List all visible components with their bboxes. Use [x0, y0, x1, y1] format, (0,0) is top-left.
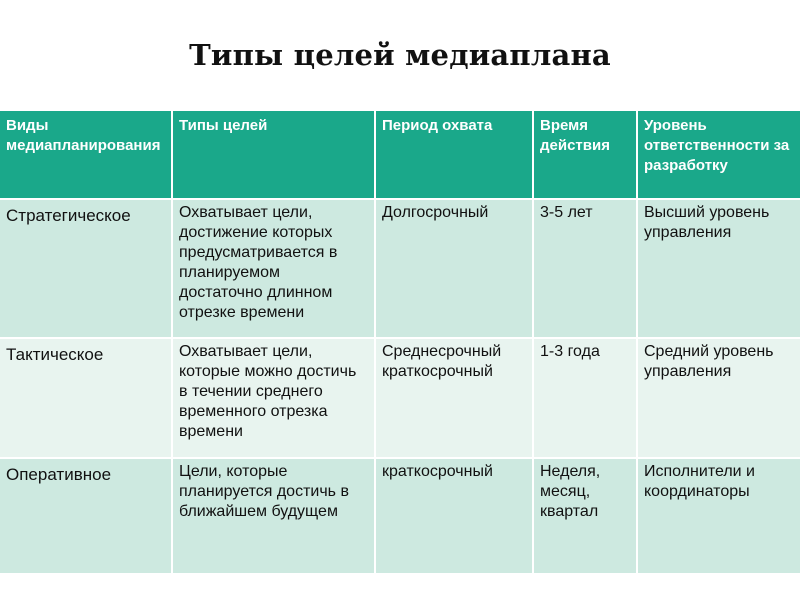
cell-responsibility-level: Высший уровень управления [637, 199, 800, 338]
cell-planning-type: Оперативное [0, 458, 172, 574]
header-responsibility-level: Уровень ответственности за разработку [637, 111, 800, 199]
table-row [0, 458, 800, 574]
cell-coverage-period: краткосрочный [375, 458, 533, 574]
cell-duration: 3-5 лет [533, 199, 637, 338]
media-plan-goals-table [0, 111, 800, 575]
cell-goal-types: Охватывает цели, достижение которых предусматривается в планируемом достаточно длинном отрезке времени [172, 199, 375, 338]
header-planning-type: Виды медиапланирования [0, 111, 172, 199]
cell-responsibility-level: Исполнители и координаторы [637, 458, 800, 574]
table-row [0, 199, 800, 338]
cell-goal-types: Охватывает цели, которые можно достичь в течении среднего временного отрезка времени [172, 338, 375, 458]
cell-coverage-period: Долгосрочный [375, 199, 533, 338]
header-goal-types: Типы целей [172, 111, 375, 199]
table-header-row [0, 111, 800, 199]
cell-duration: Неделя, месяц, квартал [533, 458, 637, 574]
cell-responsibility-level: Средний уровень управления [637, 338, 800, 458]
header-duration: Время действия [533, 111, 637, 199]
table-row [0, 338, 800, 458]
cell-planning-type: Тактическое [0, 338, 172, 458]
cell-duration: 1-3 года [533, 338, 637, 458]
page-title: Типы целей медиаплана [189, 38, 611, 72]
cell-planning-type: Стратегическое [0, 199, 172, 338]
cell-goal-types: Цели, которые планируется достичь в ближайшем будущем [172, 458, 375, 574]
cell-coverage-period: Среднесрочный краткосрочный [375, 338, 533, 458]
header-coverage-period: Период охвата [375, 111, 533, 199]
